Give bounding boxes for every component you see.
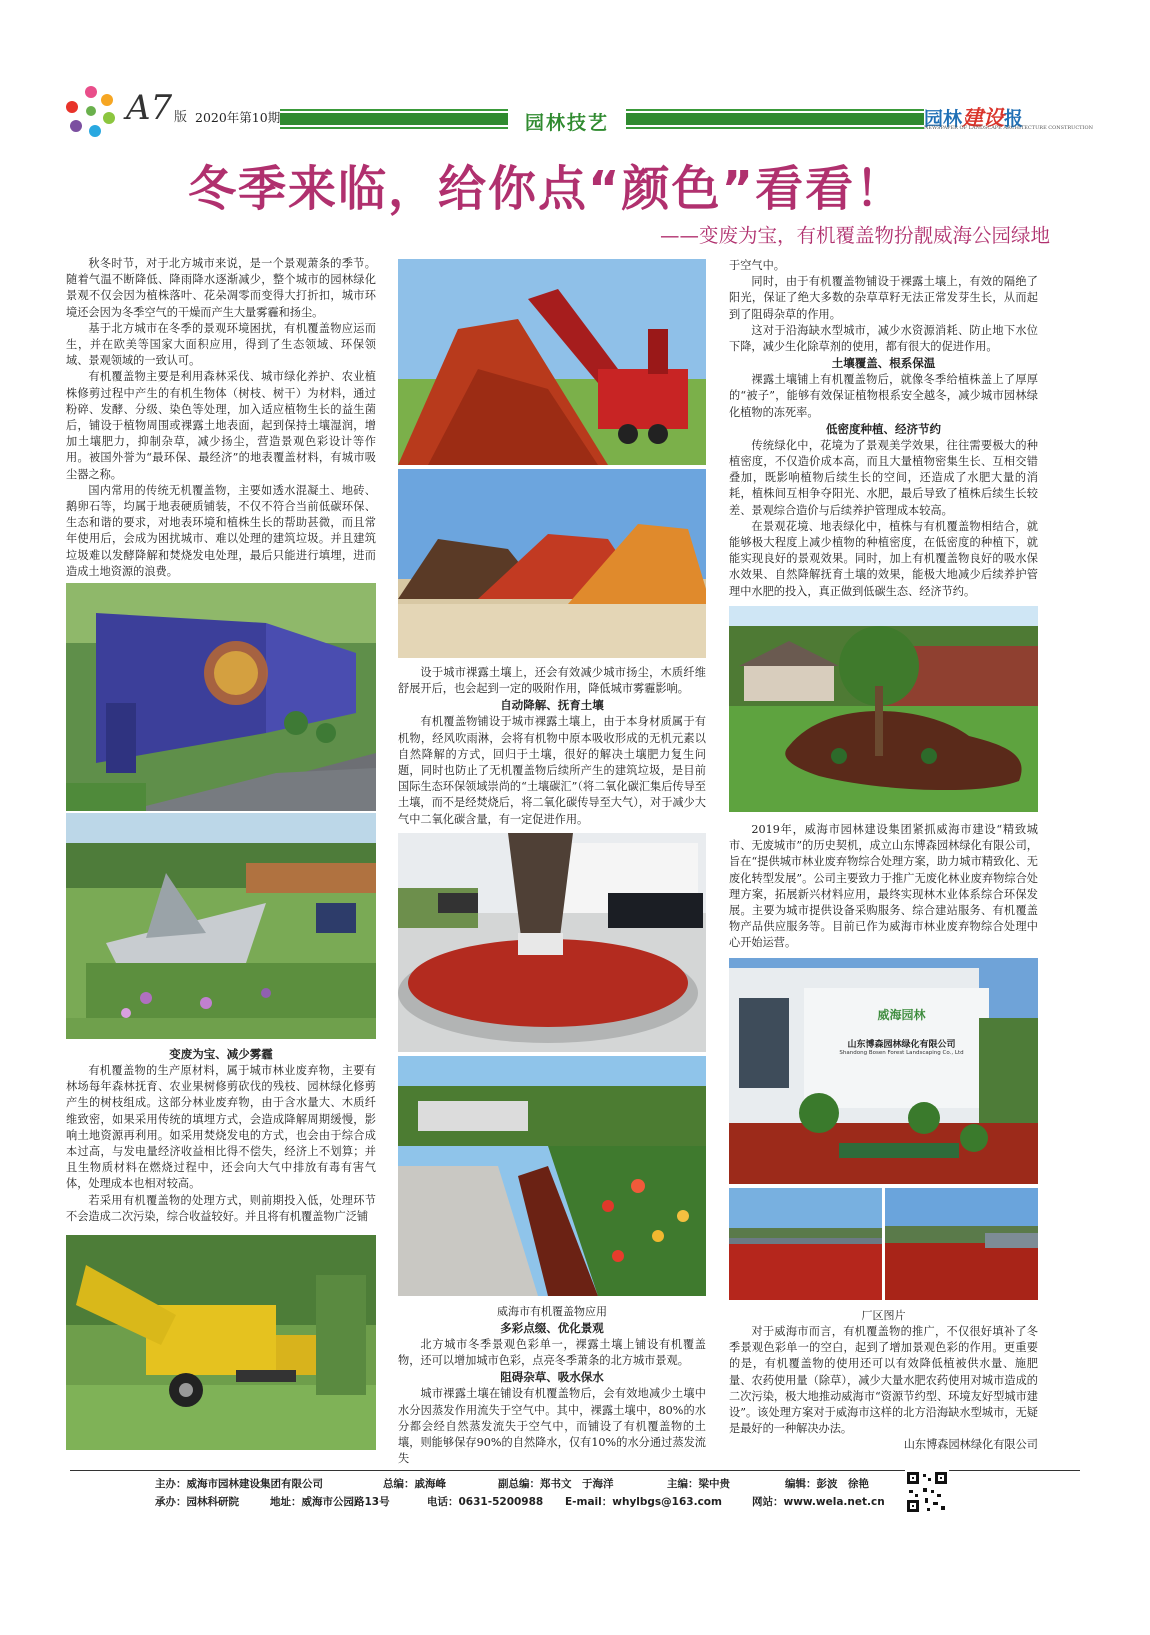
photo-caption: 厂区图片 [861,1309,906,1322]
subheading: 多彩点缀、优化景观 [500,1321,604,1335]
subheading: 自动降解、抚育土壤 [500,698,604,713]
green-bar-right [626,109,924,129]
footer-editor-in-charge: 主编：梁中贵 [667,1478,730,1490]
factory-yard-photo-right [885,1188,1038,1300]
footer-chief-editor: 总编：戚海峰 [383,1478,446,1490]
subheading: 低密度种植、经济节约 [826,421,941,436]
paragraph: 基于北方城市在冬季的景观环境困扰，有机覆盖物应运而生，并在欧美等国家大面积应用，得到了生态领域、环保领域、景观领域的一致认可。 [66,321,376,368]
subheading: 土壤覆盖、根系保温 [831,356,936,371]
paragraph: 对于威海市而言，有机覆盖物的推广，不仅很好填补了冬季景观色彩单一的空白，起到了增加景观色彩的作用。更重要的是，有机覆盖物的使用还可以有效降低植被供水量、施肥量、农药使用量（除草），减少大量水肥农药使用对城市造成的二次污染，极大地推动威海市“资源节约型、环境友好型城市建设”。该处理方案对于威海市这样的北方沿海缺水型城市，无疑是最好的一种解决办法。 [729,1325,1038,1436]
sign-company: 山东博森园林绿化有限公司 [847,1040,956,1050]
subheading: 变废为宝、减少雾霾 [169,1047,273,1061]
section-title: 园林技艺 [524,112,609,134]
sign-main: 威海园林 [877,1008,926,1022]
mulch-piles-photo [398,469,706,658]
headline-subtitle: ——变废为宝，有机覆盖物扮靓威海公园绿地 [659,224,1050,247]
footer-editors: 编辑：彭波 徐艳 [785,1478,869,1490]
paragraph: 裸露土壤铺上有机覆盖物后，就像冬季给植株盖上了厚厚的“被子”，能够有效保证植物根系安全越冬，减少城市园林绿化植物的冻死率。 [729,373,1038,419]
green-bar-left [280,109,508,129]
mulch-conveyor-photo [398,259,706,465]
tree-ring-mulch-photo [398,833,706,1052]
paragraph: 传统绿化中，花境为了景观美学效果，往往需要极大的种植密度，不仅造价成本高，而且大量植物密集生长、互相交错叠加，既影响植物后续生长的空间，还造成了水肥大量的消耗，植株间互相争夺阳光、水肥，最后导致了植株后续生长较差、景观综合造价与后续养护管理成本较高。 [729,438,1038,517]
house-lawn-mulch-photo [729,606,1038,812]
page-suffix: 版 [174,110,188,125]
col1-intro [66,256,376,580]
company-sign-photo [729,958,1038,1184]
paragraph: 有机覆盖物铺设于城市裸露土壤上，由于本身材质属于有机物，经风吹雨淋，会将有机物中原本吸收形成的无机元素以自然降解的方式，回归于土壤，很好的解决土壤肥力复生问题，同时也防止了无机覆盖物后续所产生的建筑垃圾，是目前国际生态环保领域崇尚的“土壤碳汇”（将二氧化碳汇集后传导至土壤，而不是经焚烧后，将二氧化碳传导至大气），对于减少大气中二氧化碳含量，有一定促进作用。 [398,715,706,826]
footer-host: 主办：威海市园林建设集团有限公司 [155,1478,323,1490]
photo-caption: 威海市有机覆盖物应用 [497,1305,607,1318]
paragraph: 有机覆盖物主要是利用森林采伐、城市绿化养护、农业植株修剪过程中产生的有机生物体（树枝、树干）为材料，通过粉碎、发酵、分级、染色等处理，加入适应植物生长的益生菌后，铺设于植物周围或裸露土地表面，起到保持土壤湿润，增加土壤肥力，抑制杂草，减少扬尘，营造景观色彩设计等作用。被国外誉为“最环保、最经济”的地表覆盖材料，有城市吸尘器之称。 [66,370,376,481]
paragraph: 在景观花境、地表绿化中，植株与有机覆盖物相结合，就能够极大程度上减少植物的种植密度，在低密度的种植下，就能实现良好的景观效果。同时，加上有机覆盖物良好的吸水保水效果、自然降解抚育土壤的效果，能极大地减少后续养护管理中水肥的投入，真正做到低碳生态、经济节约。 [729,519,1038,598]
garden-blue-wall-photo [66,583,376,811]
paragraph: 城市裸露土壤在铺设有机覆盖物后，会有效地减少土壤中水分因蒸发作用流失于空气中。其中，裸露土壤中，80%的水分都会经自然蒸发流失于空气中，而铺设了有机覆盖物的土壤，则能够保存90%的自然降水，仅有10%的水分通过蒸发流失 [398,1387,706,1466]
paragraph: 有机覆盖物的生产原材料，属于城市林业废弃物，主要有林场每年森林抚育、农业果树修剪砍伐的残枝、园林绿化修剪产生的树枝组成。这部分林业废弃物，由于含水量大、木质纤维致密，如果采用传统的填埋方式，会造成降解周期缓慢，影响土地资源再利用。如采用焚烧发电的方式，也会由于综合成本过高，与发电量经济收益相比得不偿失，经济上不划算；并且生物质材料在燃烧过程中，还会向大气中排放有毒有害气体，处理成本也相对较高。 [66,1064,376,1191]
paragraph: 这对于沿海缺水型城市，减少水资源消耗、防止地下水位下降，减少生化除草剂的使用，都有很大的促进作用。 [729,323,1038,354]
issue-date: 2020年第10期 [195,110,281,125]
paper-name-b: 建设 [962,105,1005,130]
footer-email: E-mail：whylbgs@163.com [565,1496,722,1508]
footer-website: 网站：www.wela.net.cn [752,1496,885,1508]
wood-chipper-photo [66,1235,376,1450]
sign-english: Shandong Bosen Forest Landscaping Co., Ltd [839,1050,964,1056]
flower-bed-walkway-photo [398,1056,706,1296]
company-sign [819,1006,984,1056]
paper-name-c: 报 [1004,108,1024,130]
paper-name-a: 园林 [924,108,963,130]
subheading: 阻碍杂草、吸水保水 [500,1370,604,1385]
paragraph: 秋冬时节，对于北方城市来说，是一个景观萧条的季节。随着气温不断降低、降雨降水逐渐减少，整个城市的园林绿化景观不仅会因为植株落叶、花朵凋零而变得大打折扣，城市环境还会因为冬季空气的干燥而产生大量雾霾和扬尘。 [66,257,376,319]
paragraph: 若采用有机覆盖物的处理方式，则前期投入低，处理环节不会造成二次污染，综合收益较好。并且将有机覆盖物广泛铺 [66,1193,376,1223]
footer-deputy-editor: 副总编：郑书文 于海洋 [498,1478,614,1490]
masthead [62,82,1092,142]
paragraph: 国内常用的传统无机覆盖物，主要如透水混凝土、地砖、鹅卵石等，均属于地表硬质铺装，不仅不符合当前低碳环保、生态和谐的要求，对地表环境和植株生长的帮助甚微，而且常年使用后，会成为困扰城市、难以处理的建筑垃圾。并且建筑垃圾难以发酵降解和焚烧发电处理，最后只能进行填埋，进而造成土地资源的浪费。 [66,483,376,578]
flower-logo-icon [62,82,120,140]
factory-yard-photo-left [729,1188,882,1300]
footer-organizer: 承办：园林科研院 [155,1496,239,1508]
page-number: A7 [126,88,173,128]
garden-sculpture-photo [66,813,376,1039]
paragraph: 北方城市冬季景观色彩单一，裸露土壤上铺设有机覆盖物，还可以增加城市色彩，点亮冬季萧条的北方城市景观。 [398,1338,706,1368]
footer-phone: 电话：0631-5200988 [427,1496,544,1508]
paragraph: 2019年，威海市园林建设集团紧抓威海市建设“精致城市、无废城市”的历史契机，成立山东博森园林绿化有限公司，旨在“提供城市林业废弃物综合处理方案，助力城市精致化、无废化转型发展”。公司主要致力于推广无废化林业废弃物综合处理方案，拓展新兴材料应用，最终实现林木业体系综合环保发展。主要为城市提供设备采购服务、综合建站服务、有机覆盖物产品供应服务等。目前已作为威海市林业废弃物综合处理中心开始运营。 [729,823,1038,950]
paragraph: 设于城市裸露土壤上，还会有效减少城市扬尘，木质纤维舒展开后，也会起到一定的吸附作用，降低城市雾霾影响。 [398,666,706,696]
signature: 山东博森园林绿化有限公司 [903,1438,1038,1452]
headline-title: 冬季来临，给你点“颜色”看看！ [188,161,906,217]
paragraph: 同时，由于有机覆盖物铺设于裸露土壤上，有效的隔绝了阳光，保证了绝大多数的杂草草籽无法正常发芽生长，从而起到了阻碍杂草的作用。 [729,275,1038,321]
paper-subtitle: NEWSPAPER OF LANDSCAPE ARCHITECTURE CONSTRUCTION [924,125,1093,131]
paragraph: 于空气中。 [729,259,785,272]
footer-address: 地址：威海市公园路13号 [270,1496,390,1508]
qr-code-icon[interactable] [905,1470,949,1514]
